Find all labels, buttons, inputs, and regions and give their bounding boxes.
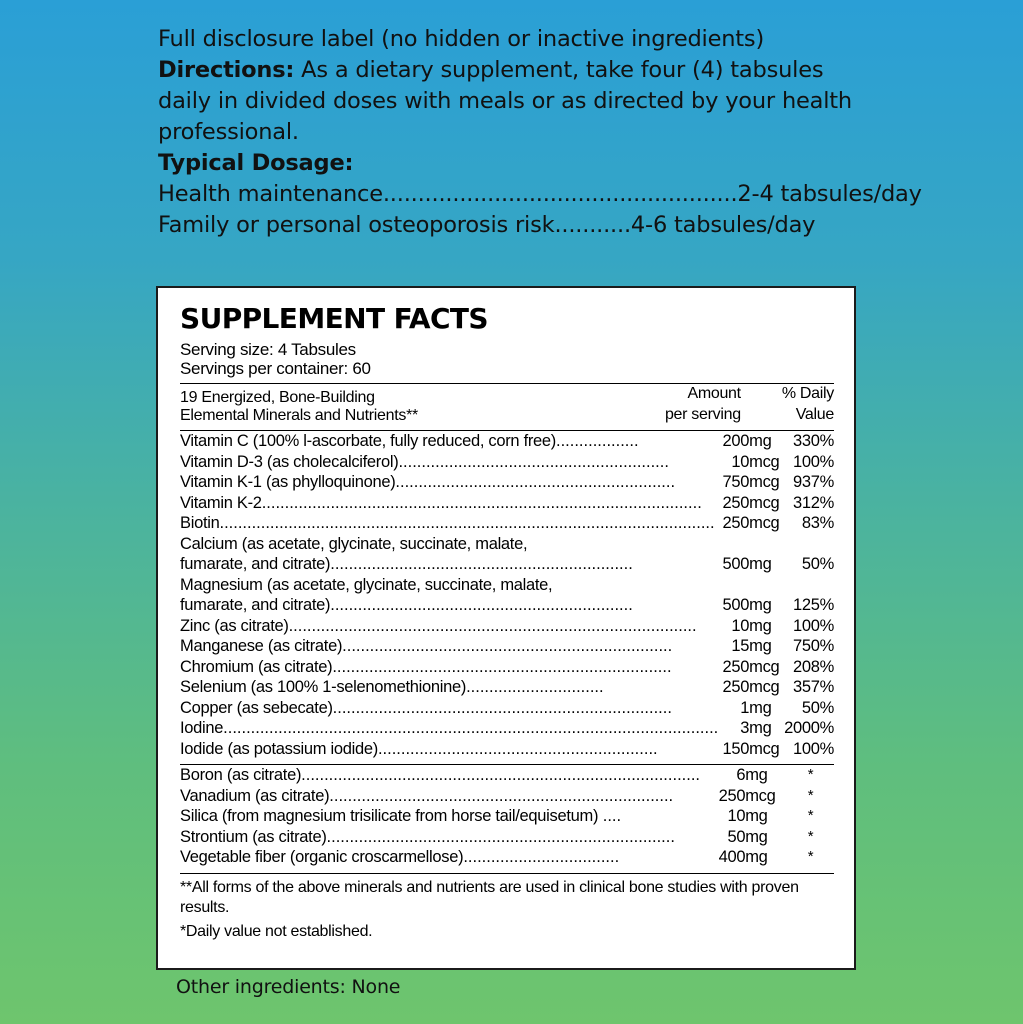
table-row (180, 431, 834, 452)
nutrient-amount: 10 (731, 452, 750, 471)
nutrient-unit (749, 575, 782, 596)
supplement-facts-panel (156, 286, 856, 970)
header-dv-line2: Value (795, 405, 834, 423)
table-row (180, 493, 834, 514)
servings-per-container: Servings per container: 60 (180, 359, 371, 378)
nutrient-unit: mcg (749, 473, 780, 491)
nutrient-dv: * (807, 786, 814, 804)
nutrient-amount: 500 (722, 596, 750, 614)
nutrient-unit: mcg (749, 739, 780, 758)
nutrient-dv: 312% (792, 493, 834, 512)
nutrient-dv: 208% (792, 657, 834, 676)
nutrient-unit: mg (749, 698, 772, 717)
nutrient-amount: 50 (727, 827, 746, 846)
dosage-label: Health maintenance (158, 181, 383, 207)
nutrient-dv (782, 575, 834, 596)
nutrient-name: Selenium (as 100% 1-selenomethionine).............................. (180, 678, 604, 696)
table-row (180, 513, 834, 534)
table-row (180, 657, 834, 678)
nutrient-amount: 150 (722, 739, 750, 758)
table-row (180, 786, 834, 807)
nutrient-amount: 3 (740, 719, 750, 737)
dosage-dots: ........... (554, 212, 631, 238)
nutrient-unit: mcg (749, 452, 780, 471)
table-row (180, 718, 834, 739)
table-row (180, 827, 834, 848)
intro-text (158, 24, 922, 241)
header-nutrient-line2: Elemental Minerals and Nutrients** (180, 407, 418, 424)
nutrient-amount: 250 (722, 493, 750, 512)
nutrient-unit: mg (745, 807, 768, 825)
nutrient-name: Vanadium (as citrate)........................................................................... (180, 786, 674, 805)
nutrient-unit: mcg (749, 514, 780, 532)
nutrient-unit: mg (749, 719, 772, 737)
nutrient-dv: * (807, 807, 814, 824)
dosage-value: 2-4 tabsules/day (737, 181, 922, 207)
serving-size: Serving size: 4 Tabsules (180, 340, 356, 359)
nutrient-name: Vitamin D-3 (as cholecalciferol)........................................................... (180, 452, 669, 471)
header-amount-line1: Amount (687, 385, 741, 402)
nutrient-name: Calcium (as acetate, glycinate, succinate, malate, (180, 534, 528, 553)
nutrient-dv: 83% (801, 514, 834, 532)
nutrient-amount: 250 (718, 786, 746, 805)
header-dv-col (741, 384, 834, 425)
dosage-row (158, 210, 873, 241)
nutrient-name: Vegetable fiber (organic croscarmellose).................................. (180, 848, 620, 866)
nutrient-name: fumarate, and citrate).................................................................. (180, 596, 633, 614)
header-amount-col (605, 384, 741, 425)
dosage-value: 4-6 tabsules/day (630, 212, 816, 238)
table-row (180, 698, 834, 719)
nutrient-amount: 15 (731, 637, 750, 655)
nutrient-amount: 200 (722, 432, 750, 450)
header-nutrient-col (180, 384, 605, 425)
nutrient-dv (782, 534, 834, 555)
nutrient-name: Vitamin K-2................................................................................................ (180, 493, 702, 512)
header-amount-line2: per serving (664, 405, 741, 423)
nutrient-unit: mg (745, 827, 768, 846)
table-row (180, 472, 834, 493)
nutrient-dv: 937% (792, 473, 834, 491)
table-row (180, 595, 834, 616)
table-row (180, 765, 834, 786)
dosage-label: Family or personal osteoporosis risk (158, 212, 555, 238)
directions-label: Directions: (158, 57, 295, 83)
nutrient-dv: 100% (792, 616, 834, 635)
nutrient-amount: 1 (740, 698, 750, 717)
nutrient-dv: * (807, 827, 814, 845)
facts-header-row (180, 384, 834, 425)
nutrient-dv: 357% (792, 678, 834, 696)
header-dv-line1: % Daily (781, 385, 834, 402)
nutrient-dv: 125% (792, 596, 834, 614)
nutrient-amount: 250 (722, 514, 750, 532)
nutrient-amount: 10 (727, 807, 746, 825)
dosage-row (158, 179, 922, 210)
nutrient-dv: * (807, 766, 814, 783)
nutrient-unit: mcg (749, 657, 780, 676)
nutrient-dv: 50% (801, 555, 834, 573)
nutrient-name: Boron (as citrate)....................................................................................... (180, 766, 700, 784)
facts-star-table (180, 765, 834, 868)
full-disclosure-line: Full disclosure label (no hidden or inactive ingredients) (158, 26, 765, 52)
footnote-minerals: **All forms of the above minerals and nutrients are used in clinical bone studies with proven results. (180, 878, 799, 916)
nutrient-name: Biotin............................................................................................................ (180, 514, 715, 532)
nutrient-dv: 50% (801, 698, 834, 717)
nutrient-name: Iodide (as potassium iodide)............................................................. (180, 739, 658, 758)
nutrient-dv: 100% (792, 452, 834, 471)
nutrient-unit: mcg (745, 786, 776, 805)
nutrient-amount (718, 575, 749, 596)
table-row (180, 806, 834, 827)
supplement-facts-title: SUPPLEMENT FACTS (180, 302, 488, 335)
nutrient-amount: 250 (722, 678, 750, 696)
nutrient-unit: mg (749, 555, 772, 573)
nutrient-dv: 2000% (784, 719, 834, 737)
nutrient-unit: mcg (749, 493, 780, 512)
table-row (180, 677, 834, 698)
table-row (180, 616, 834, 637)
nutrient-name: Copper (as sebecate).......................................................................... (180, 698, 672, 717)
nutrient-amount: 10 (731, 616, 750, 635)
footnote-daily-value: *Daily value not established. (180, 922, 373, 940)
nutrient-name: Chromium (as citrate).......................................................................... (180, 657, 672, 676)
nutrient-unit: mg (745, 766, 768, 784)
typical-dosage-label: Typical Dosage: (158, 150, 354, 176)
nutrient-name: Zinc (as citrate)......................................................................................... (180, 616, 697, 635)
table-row (180, 534, 834, 555)
nutrient-name: Silica (from magnesium trisilicate from horse tail/equisetum) .... (180, 807, 622, 825)
header-nutrient-line1: 19 Energized, Bone-Building (180, 389, 375, 406)
nutrient-amount: 400 (718, 848, 746, 866)
table-row (180, 636, 834, 657)
nutrient-name: Vitamin K-1 (as phylloquinone)............................................................. (180, 473, 676, 491)
nutrient-unit: mg (749, 432, 772, 450)
nutrient-name: Manganese (as citrate)........................................................................ (180, 637, 673, 655)
nutrient-unit: mg (749, 616, 772, 635)
nutrient-amount (718, 534, 749, 555)
table-row (180, 739, 834, 760)
nutrient-unit: mg (745, 848, 768, 866)
nutrient-dv: 330% (792, 432, 834, 450)
nutrient-dv: 100% (792, 739, 834, 758)
table-row (180, 847, 834, 868)
nutrient-amount: 750 (722, 473, 750, 491)
nutrient-name: Vitamin C (100% l-ascorbate, fully reduced, corn free).................. (180, 432, 639, 450)
nutrient-amount: 250 (722, 657, 750, 676)
nutrient-unit: mg (749, 596, 772, 614)
nutrient-name: Strontium (as citrate)............................................................................ (180, 827, 675, 846)
nutrient-unit: mcg (749, 678, 780, 696)
nutrient-name: Magnesium (as acetate, glycinate, succinate, malate, (180, 575, 553, 594)
facts-header-table (180, 384, 834, 425)
nutrient-amount: 6 (736, 766, 746, 784)
nutrient-name: Iodine............................................................................................................ (180, 719, 719, 737)
table-row (180, 452, 834, 473)
divider-footnotes (180, 873, 834, 874)
facts-main-table (180, 431, 834, 759)
nutrient-amount: 500 (722, 555, 750, 573)
directions-text: As a dietary supplement, take four (4) tabsules daily in divided doses with meals or as directed by your health professional. (158, 57, 852, 145)
nutrient-name: fumarate, and citrate).................................................................. (180, 555, 633, 573)
table-row (180, 554, 834, 575)
other-ingredients: Other ingredients: None (176, 976, 401, 998)
nutrient-dv: 750% (792, 637, 834, 655)
directions-paragraph (158, 55, 873, 148)
nutrient-dv: * (807, 848, 814, 865)
dosage-dots: ................................................... (382, 181, 738, 207)
nutrient-unit: mg (749, 637, 772, 655)
table-row (180, 575, 834, 596)
nutrient-unit (749, 534, 782, 555)
